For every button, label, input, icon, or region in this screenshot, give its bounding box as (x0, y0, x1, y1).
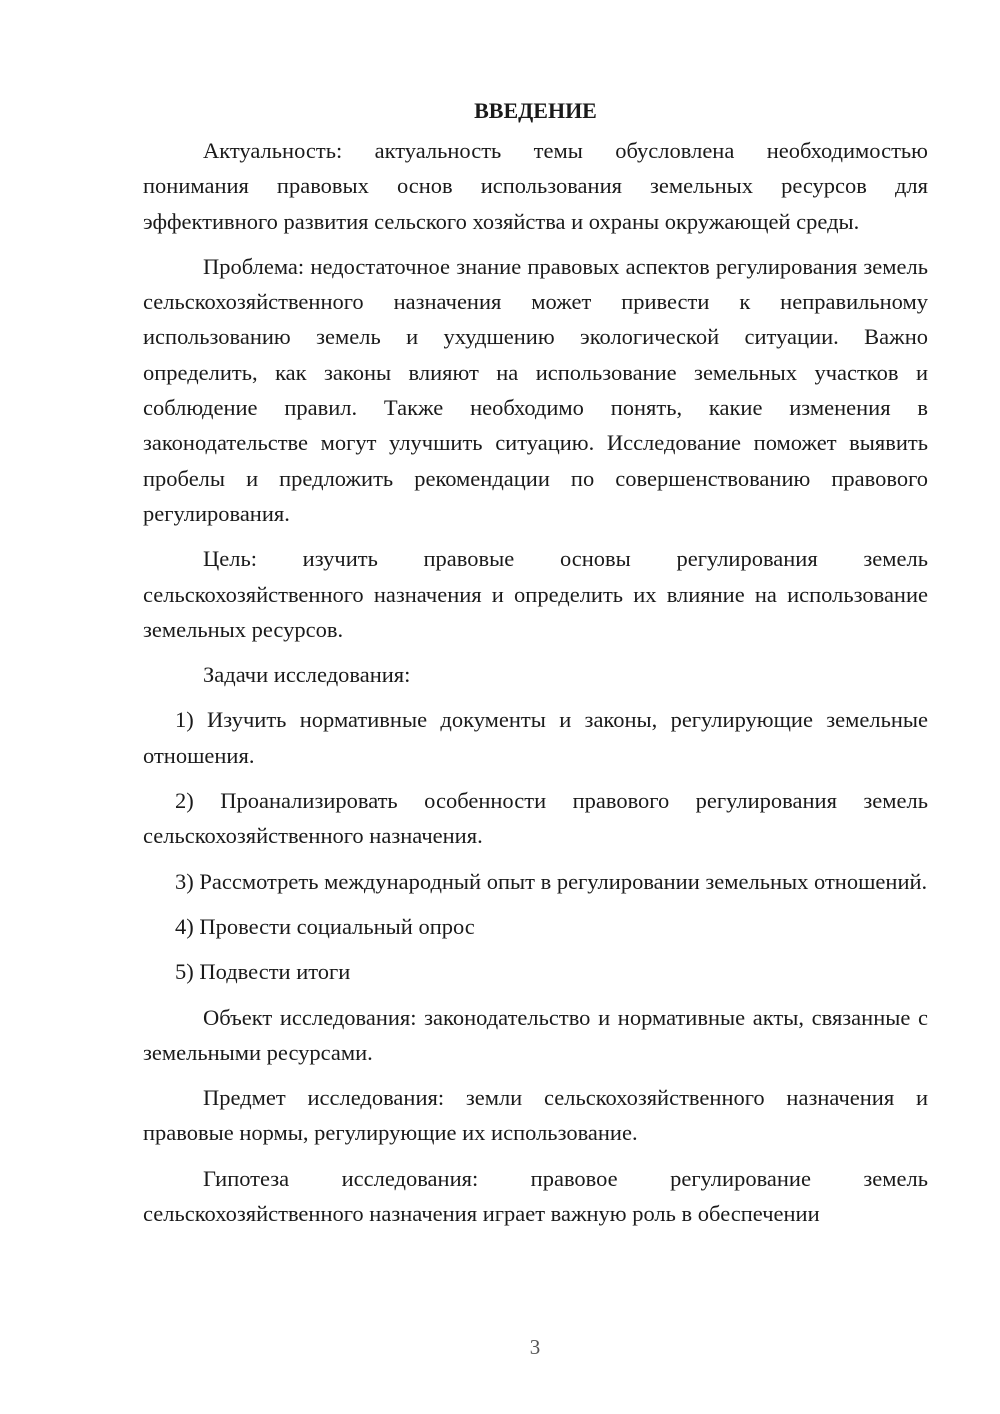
list-item: 4) Провести социальный опрос (175, 913, 475, 939)
goal-paragraph: Цель: изучить правовые основы регулирования земель сельскохозяйственного назначения и определить их влияние на использование земельных ресурсов. (143, 546, 928, 642)
list-item: 2) Проанализировать особенности правового регулирования земель сельскохозяйственного назначения. (143, 788, 928, 849)
tasks-list (143, 702, 928, 989)
list-item: 3) Рассмотреть международный опыт в регулировании земельных отношений. (175, 868, 928, 894)
problem-paragraph: Проблема: недостаточное знание правовых аспектов регулирования земель сельскохозяйственного назначения может привести к неправильному использованию земель и ухудшению экологической ситуации. Важно определить, как законы влияют на использование земельных участков и соблюдение правил. Также необходимо понять, какие изменения в законодательстве могут улучшить ситуацию. Исследование поможет выявить пробелы и предложить рекомендации по совершенствованию правового регулирования. (143, 253, 928, 526)
relevance-paragraph: Актуальность: актуальность темы обусловлена необходимостью понимания правовых основ использования земельных ресурсов для эффективного развития сельского хозяйства и охраны окружающей среды. (143, 138, 928, 234)
list-item: 5) Подвести итоги (175, 959, 351, 985)
object-paragraph: Объект исследования: законодательство и нормативные акты, связанные с земельными ресурсами. (143, 1004, 928, 1065)
hypothesis-paragraph: Гипотеза исследования: правовое регулирование земель сельскохозяйственного назначения играет важную роль в обеспечении (143, 1165, 928, 1227)
list-item: 1) Изучить нормативные документы и законы, регулирующие земельные отношения. (143, 707, 928, 768)
section-title: ВВЕДЕНИЕ (474, 98, 597, 123)
page-number: 3 (529, 1335, 541, 1359)
subject-paragraph: Предмет исследования: земли сельскохозяйственного назначения и правовые нормы, регулирующие их использование. (143, 1085, 928, 1146)
tasks-heading: Задачи исследования: (203, 662, 411, 688)
page-content (143, 96, 928, 1241)
